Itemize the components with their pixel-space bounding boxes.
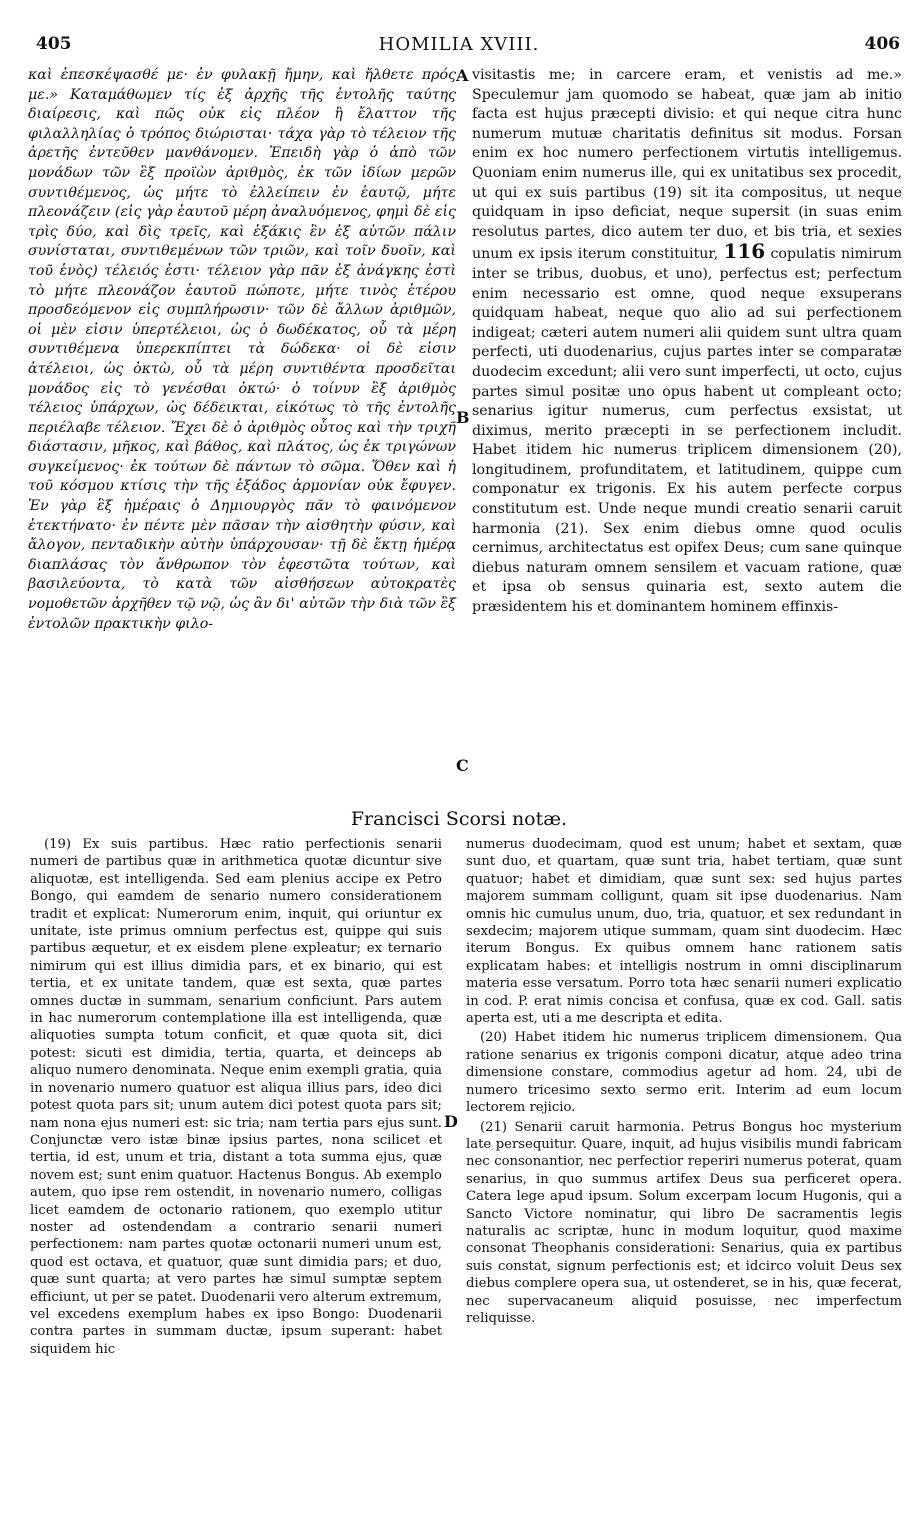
note-19-continued: numerus duodecimam, quod est unum; habet et sextam, quæ sunt duo, et quartam, quæ sunt tria, habet tertiam, quæ sunt quatuor; habet et dimidiam, quæ sunt sex: sed hujus partes majorem summam colligunt, quam sit ipse duodenarius. Nam omnis hic cumulus unum, duo, tria, quatuor, et sex redundant in sexdecim; majorem utique summam, quam sint duodecim. Hæc iterum Bongus. Ex quibus omnem hanc rationem satis explicatam habes: et intelligis nostrum in omni disciplinarum materia esse versatum. Porro tota hæc senarii numeri explicatio in cod. P. erat nimis concisa et confusa, quæ ex cod. Gall. satis aperta est, uti a me descripta et edita. <box>466 837 902 1027</box>
latin-column <box>472 66 902 618</box>
latin-text-a: visitastis me; in carcere eram, et venistis ad me.» Speculemur jam quomodo se habeat, quæ jam ab initio facta est hujus præcepti divisio: et qui neque citra hunc numerum mutuæ charitatis definitus sit modus. Forsan enim ex hoc numero perfectionem virtutis intelligemus. Quoniam enim numerus ille, qui ex unitatibus sex procedit, ut qui ex suis partibus (19) sit ita compositus, ut neque quidquam in ipso deficiat, neque supersit (in suas enim resolutus partes, dico autem ter duo, et bis tria, et sexies unum ex ipsis iterum constituitur, <box>472 67 902 263</box>
marker-a: A <box>456 66 469 85</box>
marker-b: B <box>456 408 470 427</box>
marker-c: C <box>456 756 469 775</box>
greek-text: καὶ ἐπεσκέψασθέ με· ἐν φυλακῇ ἤμην, καὶ ἤλθετε πρός με.» Καταμάθωμεν τίς ἐξ ἀρχῆς τῆς ἐντολῆς ταύτης διαίρεσις, καὶ πῶς οὐκ εἰς πλέον ἢ ἔλαττον τῆς φιλαλληλίας ὁ τρόπος διώρισται· τάχα γὰρ τὸ τέλειον τῆς ἀρετῆς ἐντεῦθεν μανθάνομεν. Ἐπειδὴ γὰρ ὁ ἀπὸ τῶν μονάδων τῶν ἓξ προϊὼν ἀριθμὸς, ἐκ τῶν ἰδίων μερῶν συντιθέμενος, ὡς μήτε τὸ ἐλλείπειν ἐν ἑαυτῷ, μήτε πλεονάζειν (εἰς γὰρ ἑαυτοῦ μέρη ἀναλυόμενος, φημὶ δὲ εἰς τρὶς δύο, καὶ δὶς τρεῖς, καὶ ἑξάκις ἓν ἐξ αὐτῶν πάλιν συνίσταται, συντιθεμένων τῶν τριῶν, καὶ τοῖν δυοῖν, καὶ τοῦ ἑνὸς) τέλειός ἐστι· τέλειον γὰρ πᾶν ἐξ ἀνάγκης ἐστὶ τὸ μήτε πλεονάζον ἑαυτοῦ πώποτε, μήτε τινὸς ἑτέρου προσδεόμενον εἰς συμπλήρωσιν· τῶν δὲ ἄλλων ἀριθμῶν, οἱ μὲν εἰσιν ὑπερτέλειοι, ὡς ὁ δωδέκατος, οὗ τὰ μέρη συντιθέμενα ὑπερεκπίπτει τὰ δώδεκα· οἱ δὲ εἰσιν ἀτέλειοι, ὡς ὀκτὼ, οὗ τὰ μέρη συντιθέντα προσδεῖται μονάδος εἰς τὸ γενέσθαι ὀκτώ· ὁ τοίνυν ἓξ ἀριθμὸς τέλειος ὑπάρχων, ὡς δέδεικται, εἰκότως τὸ τῆς ἐντολῆς περιέλαβε τέλειον. Ἔχει δὲ ὁ ἀριθμὸς οὗτος καὶ τὴν τριχῆ διάστασιν, μῆκος, καὶ βάθος, καὶ πλάτος, ὡς ἐκ τριγώνων συγκείμενος· ἐκ τούτων δὲ πάντων τὸ σῶμα. Ὅθεν καὶ ἡ τοῦ κόσμου κτίσις τὴν τῆς ἑξάδος ἁρμονίαν οὐκ ἔφυγεν. Ἐν γὰρ ἓξ ἡμέραις ὁ Δημιουργὸς πᾶν τὸ φαινόμενον ἐτεκτήνατο· ἐν πέντε μὲν πᾶσαν τὴν αἰσθητὴν φύσιν, καὶ ἄλογον, πενταδικὴν αὐτὴν ὑπάρχουσαν· τῇ δὲ ἕκτῃ ἡμέρᾳ διαπλάσας τὸν ἄνθρωπον τὸν ἐφεστῶτα τούτων, καὶ βασιλεύοντα, τὸ κατὰ τῶν αἰσθήσεων αὐτοκρατὲς νομοθετῶν ἀρχῆθεν τῷ νῷ, ὡς ἂν δι' αὐτῶν τὴν διὰ τῶν ἓξ ἐντολῶν πρακτικὴν φιλο- <box>28 67 456 632</box>
note-20: (20) Habet itidem hic numerus triplicem dimensionem. Qua ratione senarius ex trigonis componi dicatur, atque adeo trina dimensione constare, commodius agetur ad hom. 24, ubi de numero tricesimo sexto sermo erit. Interim ad eum locum lectorem rejicio. <box>466 1030 902 1116</box>
page-header <box>0 0 918 64</box>
latin-paragraph <box>472 66 902 618</box>
running-title: HOMILIA XVIII. <box>378 34 540 55</box>
note-21: (21) Senarii caruit harmonia. Petrus Bongus hoc mysterium late persequitur. Quare, inquit, ad hujus visibilis mundi fabricam nec consonantior, nec perfectior reperiri numerus poterat, quam senarius, in quo summus artifex Deus sua perficeret opera. Catera lege apud ipsum. Solum excerpam locum Hugonis, qui a Sancto Victore nominatur, qui libro De sacramentis legis naturalis ac scriptæ, hunc in modum loquitur, quod maxime consonat Theophanis considerationi: Senarius, quia ex partibus suis constat, signum perfectionis est; et idcirco voluit Deus sex diebus complere opera sua, ut ostenderet, se in his, quæ fecerat, nec supervacaneum aliquid posuisse, nec imperfectum reliquisse. <box>466 1119 902 1326</box>
page-marker: 116 <box>723 239 766 264</box>
notes-right-column <box>466 836 902 1329</box>
page-number-left: 405 <box>36 34 72 54</box>
greek-column <box>28 66 456 634</box>
latin-text-b: copulatis nimirum inter se tribus, duobus, et uno), perfectus est; perfectum enim necessario est omne, quod neque exsuperans quidquam habeat, neque quo alio ad sui perfectionem indigeat; cæteri autem numeri alii quidem sunt ultra quam perfecti, uti duodenarius, cujus partes inter se comparatæ duodecim excedunt; alii vero sunt imperfecti, ut octo, cujus partes simul positæ uno opus habent ut compleant octo; senarius igitur numerus, cum perfectus exsistat, ut diximus, merito præcepti in se perfectionem includit. Habet itidem hic numerus triplicem dimensionem (20), longitudinem, profunditatem, et latitudinem, quippe cum componatur ex trigonis. Ex his autem perfecte corpus constitutum est. Unde neque mundi creatio senarii caruit harmonia (21). Sex enim diebus omne quod oculis cernimus, architectatus est opifex Deus; cum sane quinque diebus naturam omnem sensilem et vacuam ratione, quæ et ipsa ob sensus quinaria est, sexto autem die præsidentem his et dominantem hominem effinxis- <box>472 246 902 616</box>
note-19: (19) Ex suis partibus. Hæc ratio perfectionis senarii numeri de partibus quæ in arithmetica quotæ dicuntur sive aliquotæ, est intelligenda. Sed eam plenius accipe ex Petro Bongo, qui eamdem de senario numero considerationem tradit et explicat: Numerorum enim, inquit, qui oriuntur ex unitate, iste primus omnium perfectus est, quippe qui suis partibus æquetur, et ex eisdem plene expleatur; ex ternario nimirum qui est illius dimidia pars, et ex binario, qui est tertia, et ex unitate tandem, quæ est sexta, quæ partes omnes ductæ in summam, senarium conficiunt. Pars autem in hac numerorum contemplatione illa est intelligenda, quæ aliquoties sumpta totum conficit, et quæ quota sit, dici potest: sicuti est dimidia, tertia, quarta, et deinceps ab aliquo numero denominata. Neque enim exempli gratia, quia in novenario numero quatuor est aliqua illius pars, ideo dici potest quota pars sit; unum autem dici potest quota pars sit; nam nona ejus numeri est: sic tria; nam tertia pars ejus sunt. Conjunctæ vero istæ binæ ipsius partes, nona scilicet et tertia, id est, unum et tria, distant a tota summa ejus, quæ novem est; sunt enim quatuor. Hactenus Bongus. Ab exemplo autem, quo ipse rem ostendit, in novenario numero, colligas licet eamdem de octonario rationem, quo exemplo utitur noster ad ostendendam a contrario senarii numeri perfectionem: nam partes quotæ octonarii numeri unum est, quod est octava, et quatuor, quæ sunt dimidia pars; et duo, quæ sunt quarta; at vero partes hæ simul sumptæ septem efficiunt, ut per se patet. Duodenarii vero alterum extremum, vel excedens exemplum habes ex ipso Bongo: Duodenarii contra partes in summam ductæ, ipsum superant: habet siquidem hic <box>30 837 442 1357</box>
marker-d: D <box>444 1112 458 1131</box>
page-number-right: 406 <box>864 34 900 54</box>
notes-title: Francisci Scorsi notæ. <box>350 808 568 830</box>
notes-left-column <box>30 836 442 1360</box>
